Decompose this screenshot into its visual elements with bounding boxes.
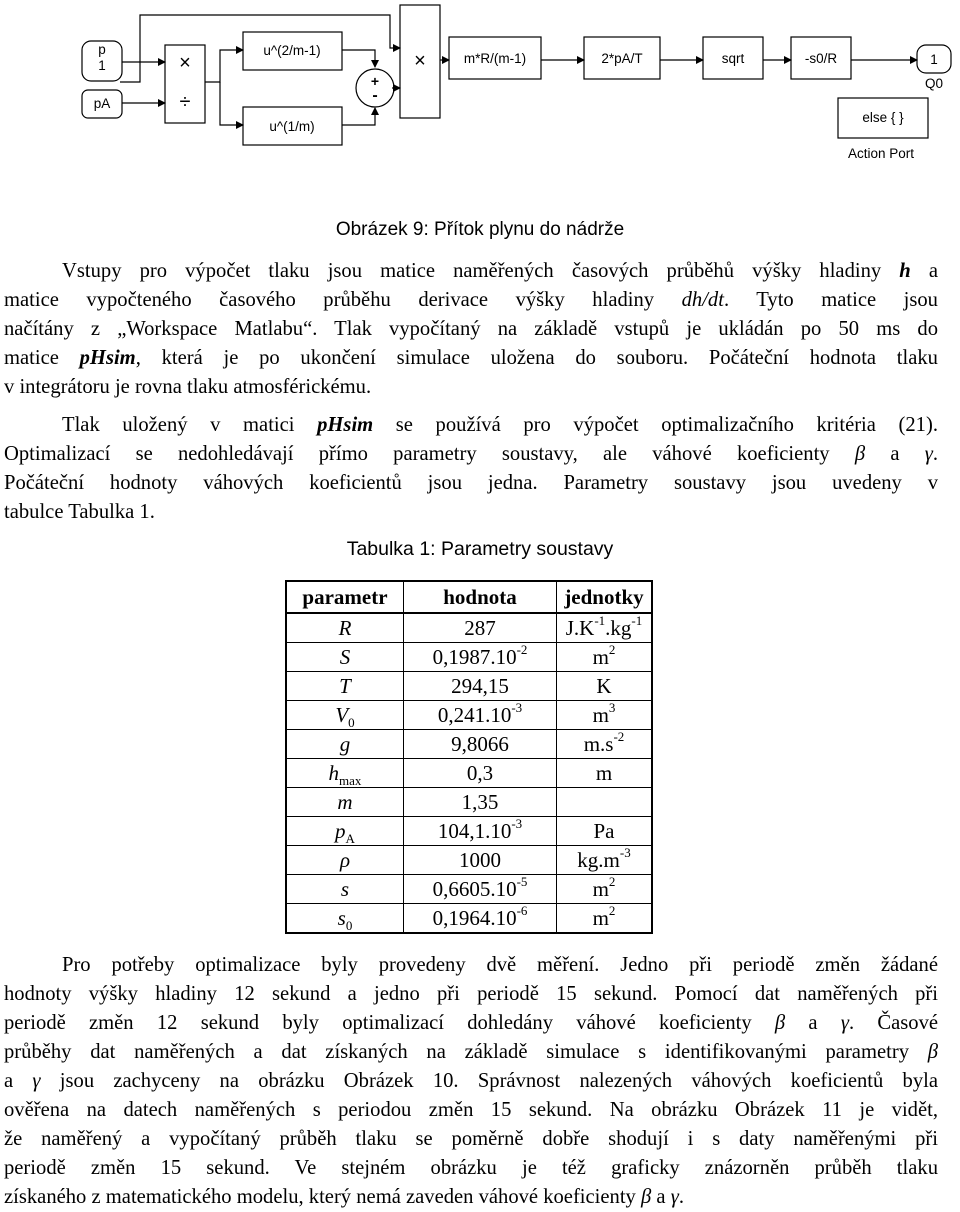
paragraph-2-line-2: Optimalizací se nedohledávají přímo parametry soustavy, ale váhové koeficienty β a γ. bbox=[4, 443, 939, 465]
cell-parametr bbox=[286, 672, 404, 701]
unit-text: Pa bbox=[593, 819, 615, 843]
value-text: 0,241.10 bbox=[437, 703, 512, 727]
param-symbol: p bbox=[335, 819, 346, 843]
unit-text: J.K bbox=[565, 616, 595, 640]
table-row bbox=[286, 817, 652, 846]
unit-exponent: -1 bbox=[594, 613, 606, 628]
paragraph-2 bbox=[4, 411, 938, 527]
paragraph-3-line-8: periodě změn 15 sekund. Ve stejném obrázku je též graficky znázorněn průběh tlaku bbox=[4, 1157, 938, 1179]
table-row bbox=[286, 904, 652, 934]
sum-minus: - bbox=[372, 87, 378, 104]
cell-hodnota bbox=[404, 730, 557, 759]
cell-hodnota bbox=[404, 846, 557, 875]
cell-jednotky bbox=[557, 643, 653, 672]
value-text: 294,15 bbox=[451, 674, 509, 698]
paragraph-1-line-5: v integrátoru je rovna tlaku atmosférickému. bbox=[4, 376, 372, 398]
fcn-bottom-label: u^(1/m) bbox=[269, 119, 315, 134]
paragraph-1-line-4: matice pHsim, která je po ukončení simulace uložena do souboru. Počáteční hodnota tlaku bbox=[4, 347, 938, 369]
inport-p-number: 1 bbox=[98, 58, 106, 73]
value-exponent: -2 bbox=[516, 642, 528, 657]
header-hodnota: hodnota bbox=[404, 581, 557, 613]
unit-text: m bbox=[595, 761, 613, 785]
paragraph-3-line-5: a γ jsou zachyceny na obrázku Obrázek 10. Správnost nalezených váhových koeficientů byla bbox=[4, 1070, 938, 1092]
cell-parametr bbox=[286, 875, 404, 904]
table-row bbox=[286, 788, 652, 817]
param-symbol: s bbox=[337, 906, 346, 930]
cell-parametr bbox=[286, 904, 404, 934]
value-text: 0,1987.10 bbox=[432, 645, 517, 669]
cell-parametr bbox=[286, 788, 404, 817]
unit-exponent: 2 bbox=[608, 642, 616, 657]
paragraph-3-line-7: že naměřený a vypočítaný průběh tlaku se poměrně dobře shodují i s daty naměřenými při bbox=[4, 1128, 938, 1150]
paragraph-3-line-4: průběhy dat naměřených a dat získaných na základě simulace s identifikovanými parametry β bbox=[4, 1041, 938, 1063]
table-header-row bbox=[286, 581, 652, 613]
table-row bbox=[286, 759, 652, 788]
cell-hodnota bbox=[404, 875, 557, 904]
param-symbol: V bbox=[335, 703, 349, 727]
cell-jednotky bbox=[557, 613, 653, 643]
cell-parametr bbox=[286, 701, 404, 730]
unit-exponent: 2 bbox=[608, 874, 616, 889]
sqrt-label: sqrt bbox=[721, 51, 745, 66]
value-text: 104,1.10 bbox=[437, 819, 512, 843]
cell-hodnota bbox=[404, 701, 557, 730]
action-port-label: else { } bbox=[862, 110, 904, 125]
paragraph-3-line-6: ověřena na datech naměřených s periodou změn 15 sekund. Na obrázku Obrázek 11 je vidět, bbox=[4, 1099, 938, 1121]
cell-jednotky bbox=[557, 846, 653, 875]
cell-jednotky bbox=[557, 672, 653, 701]
value-text: 1,35 bbox=[461, 790, 499, 814]
cell-hodnota bbox=[404, 904, 557, 934]
fcn-s0r-label: -s0/R bbox=[804, 51, 838, 66]
paragraph-3 bbox=[4, 951, 938, 1212]
param-subscript: 0 bbox=[345, 918, 353, 934]
param-symbol: T bbox=[339, 674, 351, 698]
cell-hodnota bbox=[404, 672, 557, 701]
param-symbol: s bbox=[340, 877, 350, 901]
paragraph-2-line-3: Počáteční hodnoty váhových koeficientů jsou jedna. Parametry soustavy jsou uvedeny v bbox=[4, 472, 938, 494]
param-symbol: ρ bbox=[339, 848, 351, 872]
cell-parametr bbox=[286, 613, 404, 643]
paragraph-3-line-2: hodnoty výšky hladiny 12 sekund a jedno při periodě 15 sekund. Pomocí dat naměřených při bbox=[4, 983, 938, 1005]
param-subscript: 0 bbox=[348, 715, 355, 731]
cell-jednotky bbox=[557, 759, 653, 788]
param-subscript: max bbox=[339, 773, 362, 789]
unit-exponent: 3 bbox=[608, 700, 616, 715]
header-jednotky: jednotky bbox=[557, 581, 653, 613]
unit-exponent: -2 bbox=[613, 729, 625, 744]
value-text: 0,1964.10 bbox=[432, 906, 517, 930]
unit-exponent-2: -1 bbox=[631, 613, 643, 628]
cell-jednotky bbox=[557, 875, 653, 904]
cell-jednotky bbox=[557, 701, 653, 730]
value-exponent: -5 bbox=[516, 874, 528, 889]
value-text: 0,6605.10 bbox=[432, 877, 517, 901]
product-symbol: × bbox=[414, 50, 426, 72]
outport-label: Q0 bbox=[924, 76, 944, 91]
unit-exponent: 2 bbox=[608, 903, 616, 918]
unit-text: m bbox=[592, 703, 609, 727]
fcn-2pat-label: 2*pA/T bbox=[601, 51, 643, 66]
header-parametr: parametr bbox=[286, 581, 404, 613]
value-exponent: -6 bbox=[516, 903, 528, 918]
fcn-mr-label: m*R/(m-1) bbox=[463, 51, 527, 66]
unit-text: kg.m bbox=[577, 848, 620, 872]
paragraph-1-line-2: matice vypočteného časového průběhu derivace výšky hladiny dh/dt. Tyto matice jsou bbox=[4, 289, 938, 311]
paragraph-1 bbox=[4, 257, 938, 402]
param-symbol: g bbox=[339, 732, 351, 756]
value-text: 287 bbox=[464, 616, 496, 640]
paragraph-3-line-1: Pro potřeby optimalizace byly provedeny dvě měření. Jedno při periodě změn žádané bbox=[62, 954, 938, 976]
table-row bbox=[286, 613, 652, 643]
cell-hodnota bbox=[404, 817, 557, 846]
paragraph-1-line-1: Vstupy pro výpočet tlaku jsou matice naměřených časových průběhů výšky hladiny h a bbox=[62, 260, 938, 282]
unit-text-2: .kg bbox=[605, 616, 632, 640]
param-symbol: h bbox=[328, 761, 340, 785]
inport-pa-label: pA bbox=[93, 96, 111, 111]
value-text: 1000 bbox=[459, 848, 501, 872]
table-row bbox=[286, 730, 652, 759]
param-symbol: R bbox=[338, 616, 352, 640]
table-caption: Tabulka 1: Parametry soustavy bbox=[346, 538, 614, 560]
cell-parametr bbox=[286, 759, 404, 788]
table-row bbox=[286, 701, 652, 730]
action-port-caption: Action Port bbox=[847, 146, 915, 161]
inport-p-label: p bbox=[98, 42, 106, 57]
cell-hodnota bbox=[404, 788, 557, 817]
param-symbol: m bbox=[337, 790, 353, 814]
simulink-diagram bbox=[0, 0, 960, 175]
table-row bbox=[286, 643, 652, 672]
unit-exponent: -3 bbox=[619, 845, 631, 860]
cell-jednotky bbox=[557, 788, 653, 817]
unit-text: m bbox=[592, 906, 609, 930]
figure-caption: Obrázek 9: Přítok plynu do nádrže bbox=[335, 219, 625, 240]
paragraph-2-line-1: Tlak uložený v matici pHsim se používá pro výpočet optimalizačního kritéria (21). bbox=[62, 414, 938, 436]
cell-parametr bbox=[286, 643, 404, 672]
paragraph-2-line-4: tabulce Tabulka 1. bbox=[4, 501, 155, 523]
outport-number: 1 bbox=[930, 52, 938, 67]
table-row bbox=[286, 875, 652, 904]
unit-text: m bbox=[592, 877, 609, 901]
param-symbol: S bbox=[339, 645, 351, 669]
divide-times-symbol: × bbox=[179, 52, 191, 74]
cell-jednotky bbox=[557, 904, 653, 934]
divide-symbol: ÷ bbox=[179, 91, 191, 113]
value-text: 9,8066 bbox=[451, 732, 509, 756]
cell-parametr bbox=[286, 846, 404, 875]
cell-parametr bbox=[286, 817, 404, 846]
parameters-table bbox=[285, 580, 653, 934]
cell-jednotky bbox=[557, 730, 653, 759]
unit-text: m bbox=[592, 645, 609, 669]
cell-parametr bbox=[286, 730, 404, 759]
paragraph-3-line-9: získaného z matematického modelu, který nemá zaveden váhové koeficienty β a γ. bbox=[4, 1186, 684, 1208]
table-row bbox=[286, 672, 652, 701]
cell-hodnota bbox=[404, 613, 557, 643]
sum-plus: + bbox=[370, 73, 380, 89]
unit-text: K bbox=[596, 674, 612, 698]
paragraph-3-line-3: periodě změn 12 sekund byly optimalizací dohledány váhové koeficienty β a γ. Časové bbox=[4, 1012, 939, 1034]
table-row bbox=[286, 846, 652, 875]
paragraph-1-line-3: načítány z „Workspace Matlabu“. Tlak vypočítaný na základě vstupů je ukládán po 50 ms do bbox=[4, 318, 938, 340]
cell-hodnota bbox=[404, 643, 557, 672]
cell-jednotky bbox=[557, 817, 653, 846]
param-subscript: A bbox=[345, 831, 355, 847]
value-exponent: -3 bbox=[511, 700, 523, 715]
cell-hodnota bbox=[404, 759, 557, 788]
unit-text: m.s bbox=[583, 732, 614, 756]
value-text: 0,3 bbox=[466, 761, 494, 785]
value-exponent: -3 bbox=[511, 816, 523, 831]
fcn-top-label: u^(2/m-1) bbox=[263, 43, 321, 58]
